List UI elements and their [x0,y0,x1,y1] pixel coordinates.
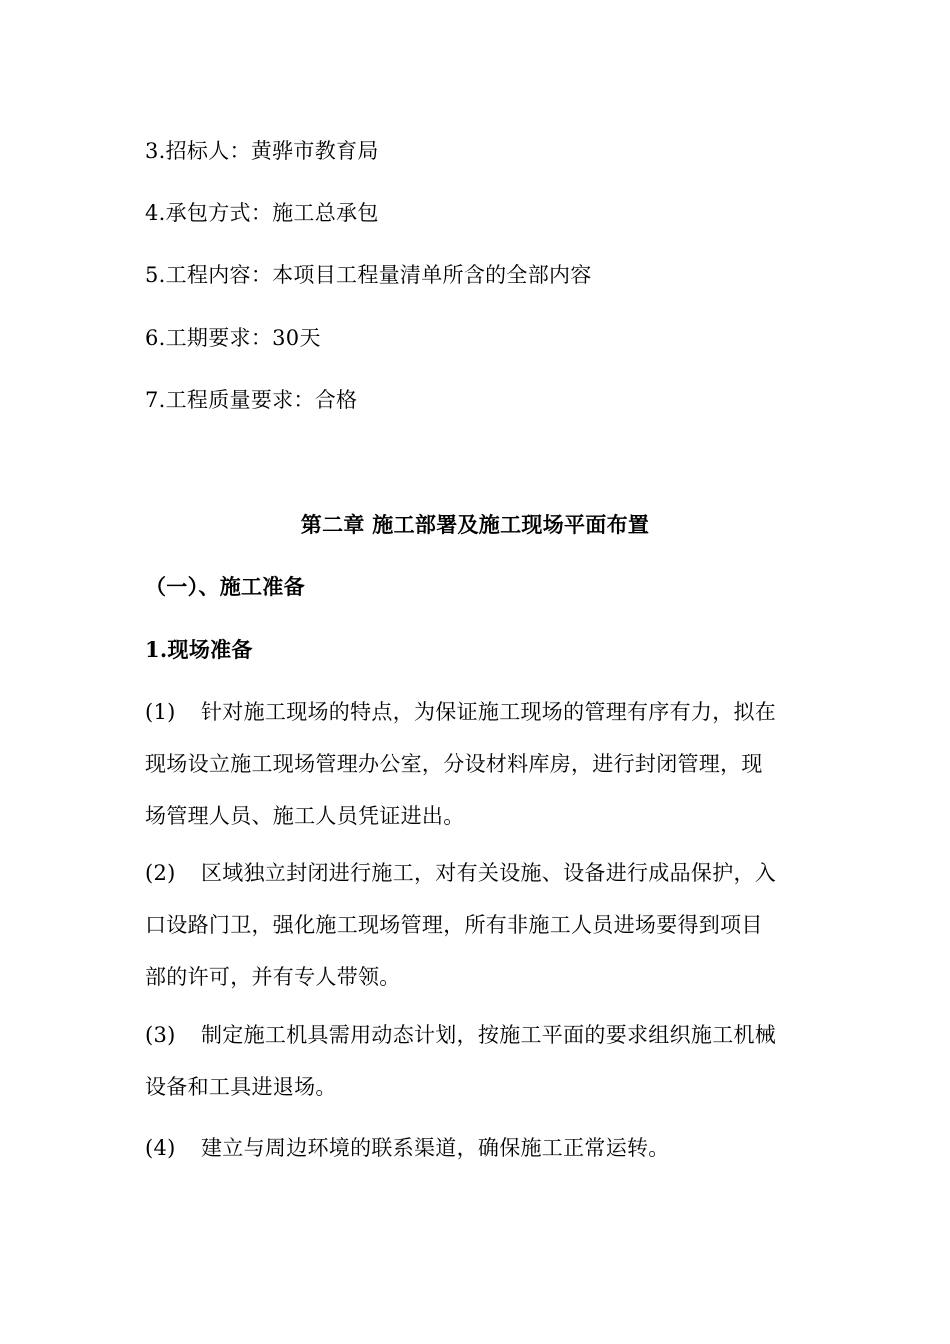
paragraph-line: (2) 区域独立封闭进行施工，对有关设施、设备进行成品保护，入 [145,861,777,885]
subsection-title: 1.现场准备 [145,637,253,662]
paragraph-line: 部的许可，并有专人带领。 [145,965,401,989]
paragraph-3 [145,1021,810,1101]
paragraph-1 [145,698,810,830]
paragraph-line: (3) 制定施工机具需用动态计划，按施工平面的要求组织施工机械 [145,1023,777,1047]
paragraph-line: 现场设立施工现场管理办公室，分设材料库房，进行封闭管理，现 [145,752,763,776]
info-item-contract-type: 4.承包方式：施工总承包 [145,201,379,225]
chapter-title: 第二章 施工部署及施工现场平面布置 [300,512,650,537]
info-item-scope: 5.工程内容：本项目工程量清单所含的全部内容 [145,263,592,287]
paragraph-line: 口设路门卫，强化施工现场管理，所有非施工人员进场要得到项目 [145,913,763,937]
info-item-quality: 7.工程质量要求：合格 [145,388,358,412]
paragraph-line: 场管理人员、施工人员凭证进出。 [145,804,465,828]
info-item-bidder: 3.招标人：黄骅市教育局 [145,139,379,163]
section-title: （一）、施工准备 [145,574,305,599]
paragraph-number: (3) [145,1023,176,1047]
paragraph-number: (4) [145,1136,176,1160]
paragraph-number: (2) [145,861,176,885]
info-item-duration: 6.工期要求：30天 [145,326,321,350]
paragraph-4 [145,1134,810,1162]
paragraph-number: (1) [145,700,176,724]
paragraph-line: (4) 建立与周边环境的联系渠道，确保施工正常运转。 [145,1136,670,1160]
paragraph-line: 设备和工具进退场。 [145,1075,337,1099]
paragraph-line: (1) 针对施工现场的特点，为保证施工现场的管理有序有力，拟在 [145,700,777,724]
paragraph-2 [145,859,810,991]
